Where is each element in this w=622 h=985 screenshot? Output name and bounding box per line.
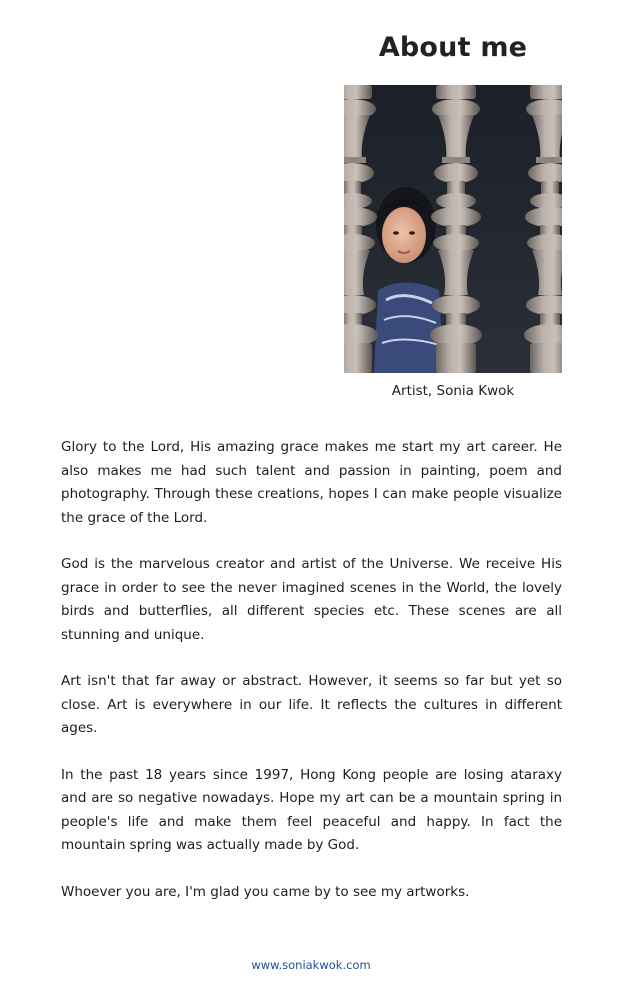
about-body (61, 436, 562, 927)
artist-photo (344, 85, 562, 373)
paragraph-5: Whoever you are, I'm glad you came by to see my artworks. (61, 883, 470, 900)
paragraph-1: Glory to the Lord, His amazing grace makes me start my art career. He also makes me had such talent and passion in painting, poem and photography. Through these creations, hopes I can make people visualize the grace of the Lord. (61, 439, 562, 526)
photo-caption: Artist, Sonia Kwok (391, 383, 515, 399)
website-link[interactable]: www.soniakwok.com (251, 958, 371, 972)
paragraph-3: Art isn't that far away or abstract. However, it seems so far but yet so close. Art is everywhere in our life. It reflects the cultures in different ages. (61, 673, 562, 736)
paragraph-4: In the past 18 years since 1997, Hong Kong people are losing ataraxy and are so negative nowadays. Hope my art can be a mountain spring in people's life and make them feel peaceful and happy. In fact the mountain spring was actually made by God. (61, 766, 562, 853)
page-title: About me (378, 32, 528, 63)
paragraph-2: God is the marvelous creator and artist of the Universe. We receive His grace in order to see the never imagined scenes in the World, the lovely birds and butterflies, all different species etc. These scenes are all stunning and unique. (61, 556, 562, 643)
